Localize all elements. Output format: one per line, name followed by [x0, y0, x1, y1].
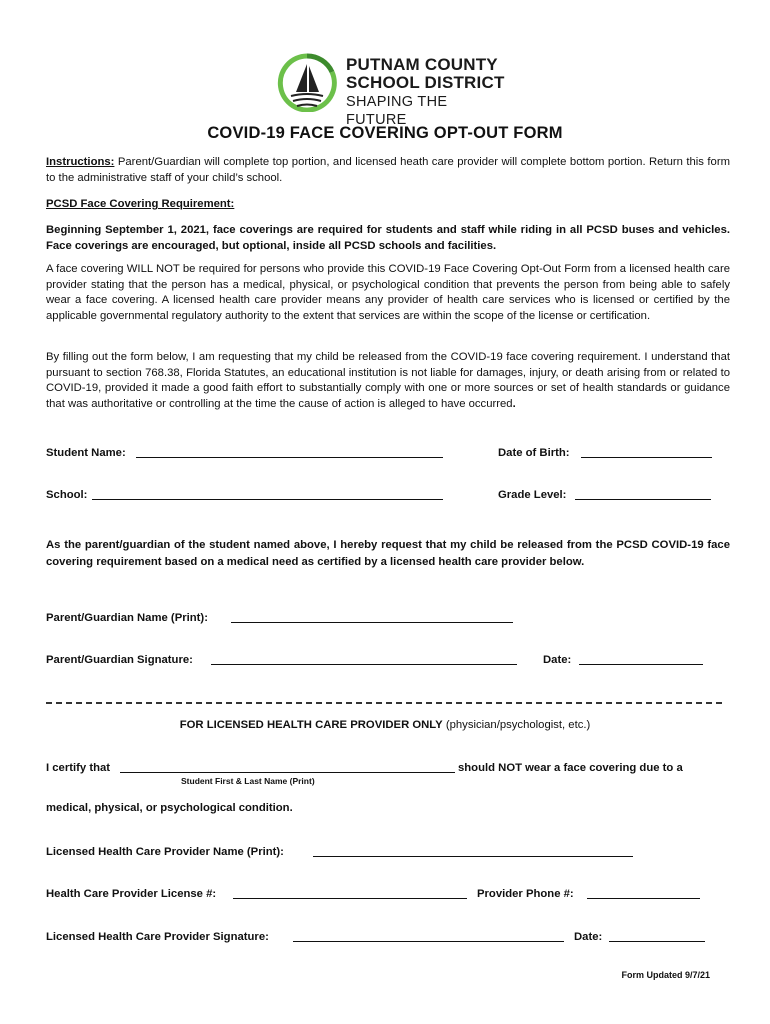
provider-phone-field[interactable]	[587, 898, 700, 899]
instructions-label: Instructions:	[46, 156, 115, 168]
provider-name-label: Licensed Health Care Provider Name (Print):	[46, 846, 284, 858]
cut-line-divider	[46, 702, 722, 706]
provider-signature-label: Licensed Health Care Provider Signature:	[46, 931, 269, 943]
instructions-text: Parent/Guardian will complete top portion, and licensed heath care provider will complete bottom portion. Return this form to the administrative staff of your child’s school.	[46, 156, 730, 184]
license-label: Health Care Provider License #:	[46, 888, 217, 900]
liability-period: .	[512, 397, 516, 410]
requirement-text: Beginning September 1, 2021, face coverings are required for students and staff while riding in all PCSD buses and vehicles. Face coverings are encouraged, but optional, inside all PCSD schools and facilities.	[46, 224, 730, 252]
logo-line-2: SCHOOL DISTRICT	[346, 73, 505, 92]
provider-date-label: Date:	[574, 931, 603, 943]
provider-signature-field[interactable]	[293, 941, 564, 942]
district-logo	[276, 52, 506, 128]
guardian-signature-label: Parent/Guardian Signature:	[46, 654, 193, 666]
provider-heading-text: FOR LICENSED HEALTH CARE PROVIDER ONLY	[179, 719, 443, 731]
school-field[interactable]	[92, 499, 443, 500]
guardian-request: As the parent/guardian of the student named above, I hereby request that my child be released from the PCSD COVID-19 face covering requirement based on a medical need as certified by a licensed health care provider below.	[46, 539, 730, 568]
condition-text: medical, physical, or psychological condition.	[46, 802, 293, 814]
form-updated-footer: Form Updated 9/7/21	[621, 970, 710, 980]
provider-date-field[interactable]	[609, 941, 705, 942]
form-title: COVID-19 FACE COVERING OPT-OUT FORM	[207, 124, 563, 142]
school-label: School:	[46, 489, 88, 501]
provider-heading-note: (physician/psychologist, etc.)	[442, 719, 591, 731]
grade-field[interactable]	[575, 499, 711, 500]
student-name-hint: Student First & Last Name (Print)	[181, 776, 315, 786]
dob-field[interactable]	[581, 457, 712, 458]
logo-line-1: PUTNAM COUNTY	[346, 55, 498, 74]
liability-text: By filling out the form below, I am requesting that my child be released from the COVID-19 face covering requirement. I understand that pursuant to section 768.38, Florida Statutes, an educational institution is not liable for damages, injury, or death arising from or related to COVID-19, provided it made a good faith effort to substantially comply with one or more sources or set of health standards or guidance that was authoritative or controlling at the time the cause of action is alleged to have occurred	[46, 351, 730, 410]
provider-heading	[0, 719, 770, 731]
opt-out-paragraph: A face covering WILL NOT be required for persons who provide this COVID-19 Face Covering Opt-Out Form from a licensed health care provider stating that the person has a medical, physical, or psychological condition that prevents the person from being able to safely wear a face covering. A licensed health care provider means any provider of health care services who is licensed or certified by the applicable governmental regulatory authority to the extent that services are within the scope of the license or certification.	[46, 263, 730, 322]
requirement-heading: PCSD Face Covering Requirement:	[46, 198, 235, 210]
guardian-name-label: Parent/Guardian Name (Print):	[46, 612, 208, 624]
sailboat-logo-icon	[276, 52, 338, 112]
guardian-signature-field[interactable]	[211, 664, 517, 665]
certify-label: I certify that	[46, 762, 111, 774]
grade-label: Grade Level:	[498, 489, 567, 501]
student-name-label: Student Name:	[46, 447, 126, 459]
guardian-name-field[interactable]	[231, 622, 513, 623]
provider-name-field[interactable]	[313, 856, 633, 857]
logo-tagline: SHAPING THE FUTURE	[346, 94, 448, 128]
guardian-date-field[interactable]	[579, 664, 703, 665]
guardian-date-label: Date:	[543, 654, 572, 666]
instructions	[46, 155, 730, 186]
logo-text	[346, 56, 506, 129]
student-name-field[interactable]	[136, 457, 443, 458]
license-field[interactable]	[233, 898, 467, 899]
dob-label: Date of Birth:	[498, 447, 570, 459]
certify-statement: should NOT wear a face covering due to a	[458, 762, 683, 774]
liability-paragraph	[46, 350, 730, 412]
certify-student-name-field[interactable]	[120, 772, 455, 773]
provider-phone-label: Provider Phone #:	[477, 888, 574, 900]
